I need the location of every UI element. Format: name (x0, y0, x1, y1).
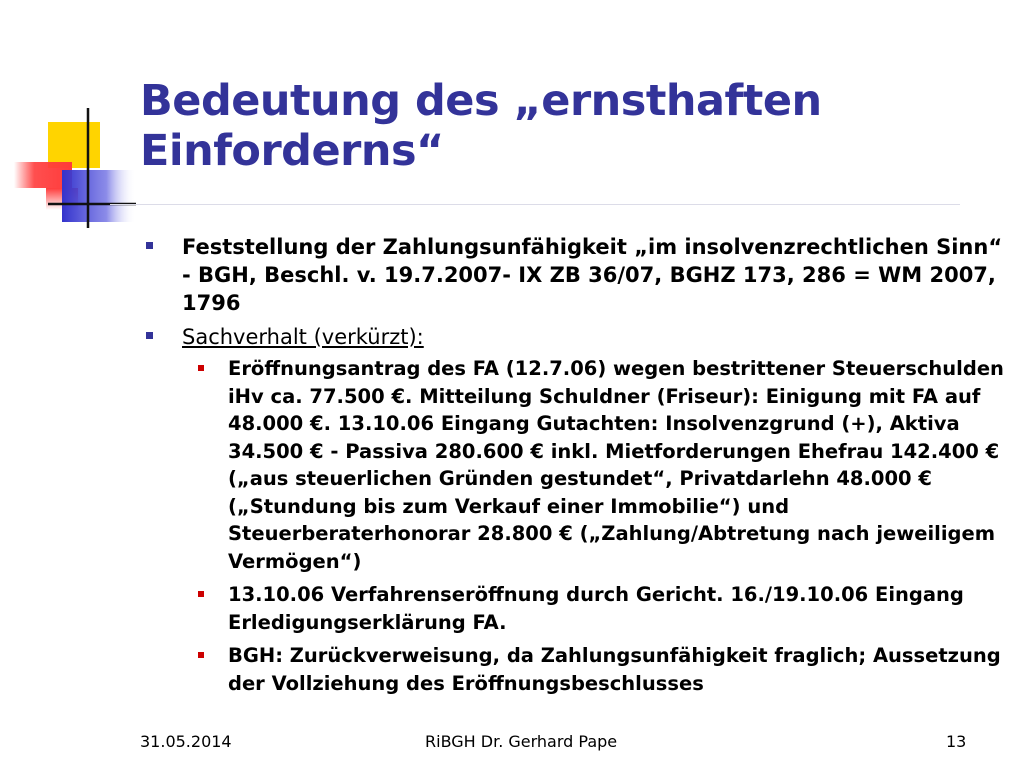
bullet-item-citation (140, 233, 1010, 317)
sub-bullet-list (182, 355, 1010, 697)
square-bullet-icon (146, 242, 153, 249)
square-bullet-icon (146, 332, 153, 339)
sub-bullet-text: 13.10.06 Verfahrenseröffnung durch Gericht. 16./19.10.06 Eingang Erledigungserklärung FA. (228, 583, 964, 634)
red-square-bullet-icon (198, 591, 204, 597)
red-square-bullet-icon (198, 652, 204, 658)
footer-page-number: 13 (946, 732, 967, 751)
sub-bullet-text: BGH: Zurückverweisung, da Zahlungsunfähigkeit fraglich; Aussetzung der Vollziehung des Eröffnungsbeschlusses (228, 644, 1001, 695)
sub-bullet-item (182, 581, 1010, 636)
bullet-text: Feststellung der Zahlungsunfähigkeit „im insolvenzrechtlichen Sinn“ - BGH, Beschl. v. 19.7.2007- IX ZB 36/07, BGHZ 173, 286 = WM 2007, 1796 (182, 235, 1003, 315)
slide-title (140, 76, 822, 176)
sub-bullet-item (182, 642, 1010, 697)
footer-date: 31.05.2014 (140, 732, 232, 751)
bullet-list (140, 233, 1010, 703)
sub-bullet-text: Eröffnungsantrag des FA (12.7.06) wegen bestrittener Steuerschulden iHv ca. 77.500 €. Mitteilung Schuldner (Friseur): Einigung mit FA auf 48.000 €. 13.10.06 Eingang Gutachten: Insolvenzgrund (+), Aktiva 34.500 € - Passiva 280.600 € inkl. Mietforderungen Ehefrau 142.400 € („aus steuerlichen Gründen gestundet“, Privatdarlehn 48.000 € („Stundung bis zum Verkauf einer Immobilie“) und Steuerberaterhonorar 28.800 € („Zahlung/Abtretung nach jeweiligem Vermögen“) (228, 357, 1004, 573)
red-square-bullet-icon (198, 365, 204, 371)
footer-author: RiBGH Dr. Gerhard Pape (425, 732, 618, 751)
title-line-1: Bedeutung des „ernsthaften (140, 76, 822, 126)
title-divider (110, 204, 960, 205)
sub-bullet-item (182, 355, 1010, 575)
title-line-2: Einforderns“ (140, 126, 444, 176)
bullet-item-facts (140, 323, 1010, 697)
bullet-text: Sachverhalt (verkürzt): (182, 325, 424, 349)
